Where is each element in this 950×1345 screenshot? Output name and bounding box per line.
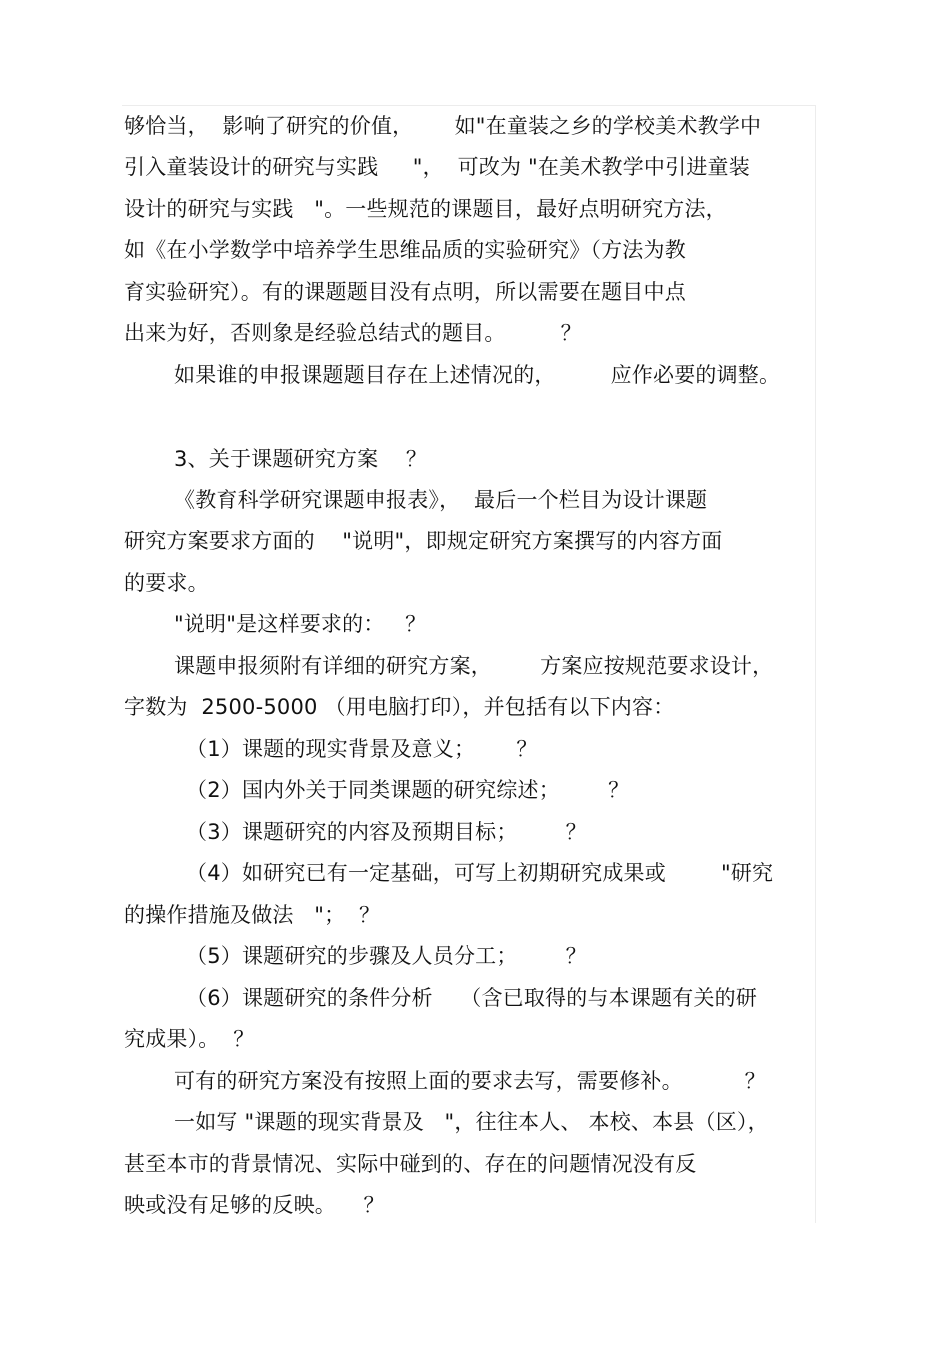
text-line-3: 设计的研究与实践 "。一些规范的课题目，最好点明研究方法，: [124, 197, 727, 221]
text-line-11: 的要求。: [124, 571, 209, 595]
list-item-2: （2）国内外关于同类课题的研究综述； ？: [186, 778, 630, 802]
text-line-10: 研究方案要求方面的 "说明"，即规定研究方案撰写的内容方面: [124, 529, 723, 553]
text-line-24: 一如写 "课题的现实背景及 "，往往本人、 本校、本县（区），: [174, 1110, 769, 1134]
text-line-2: 引入童装设计的研究与实践 "， 可改为 "在美术教学中引进童装: [124, 155, 750, 179]
text-line-1: 够恰当， 影响了研究的价值， 如"在童装之乡的学校美术教学中: [124, 114, 762, 138]
text-line-12: "说明"是这样要求的： ？: [174, 612, 427, 636]
text-line-6: 出来为好，否则象是经验总结式的题目。 ？: [124, 321, 582, 345]
list-item-6: （6）课题研究的条件分析 （含已取得的与本课题有关的研: [186, 986, 758, 1010]
section-heading: 3、关于课题研究方案 ？: [174, 447, 428, 471]
text-line-25: 甚至本市的背景情况、实际中碰到的、存在的问题情况没有反: [124, 1152, 697, 1176]
list-item-1: （1）课题的现实背景及意义； ？: [186, 737, 538, 761]
text-line-23: 可有的研究方案没有按照上面的要求去写，需要修补。 ？: [174, 1069, 766, 1093]
list-item-5: （5）课题研究的步骤及人员分工； ？: [186, 944, 587, 968]
text-line-4: 如《在小学数学中培养学生思维品质的实验研究》（方法为教: [124, 238, 686, 262]
list-item-3: （3）课题研究的内容及预期目标； ？: [186, 820, 587, 844]
text-line-13: 课题申报须附有详细的研究方案， 方案应按规范要求设计，: [174, 654, 774, 678]
text-line-7: 如果谁的申报课题题目存在上述情况的， 应作必要的调整。: [174, 363, 781, 387]
list-item-6-cont: 究成果）。 ？: [124, 1027, 255, 1051]
list-item-4: （4）如研究已有一定基础，可写上初期研究成果或 "研究: [186, 861, 774, 885]
text-line-26: 映或没有足够的反映。 ？: [124, 1193, 385, 1217]
text-line-14: 字数为 2500-5000 （用电脑打印），并包括有以下内容：: [124, 695, 675, 719]
text-line-9: 《教育科学研究课题申报表》， 最后一个栏目为设计课题: [174, 488, 708, 512]
list-item-4-cont: 的操作措施及做法 "； ？: [124, 903, 381, 927]
text-line-5: 育实验研究）。有的课题题目没有点明，所以需要在题目中点: [124, 280, 686, 304]
